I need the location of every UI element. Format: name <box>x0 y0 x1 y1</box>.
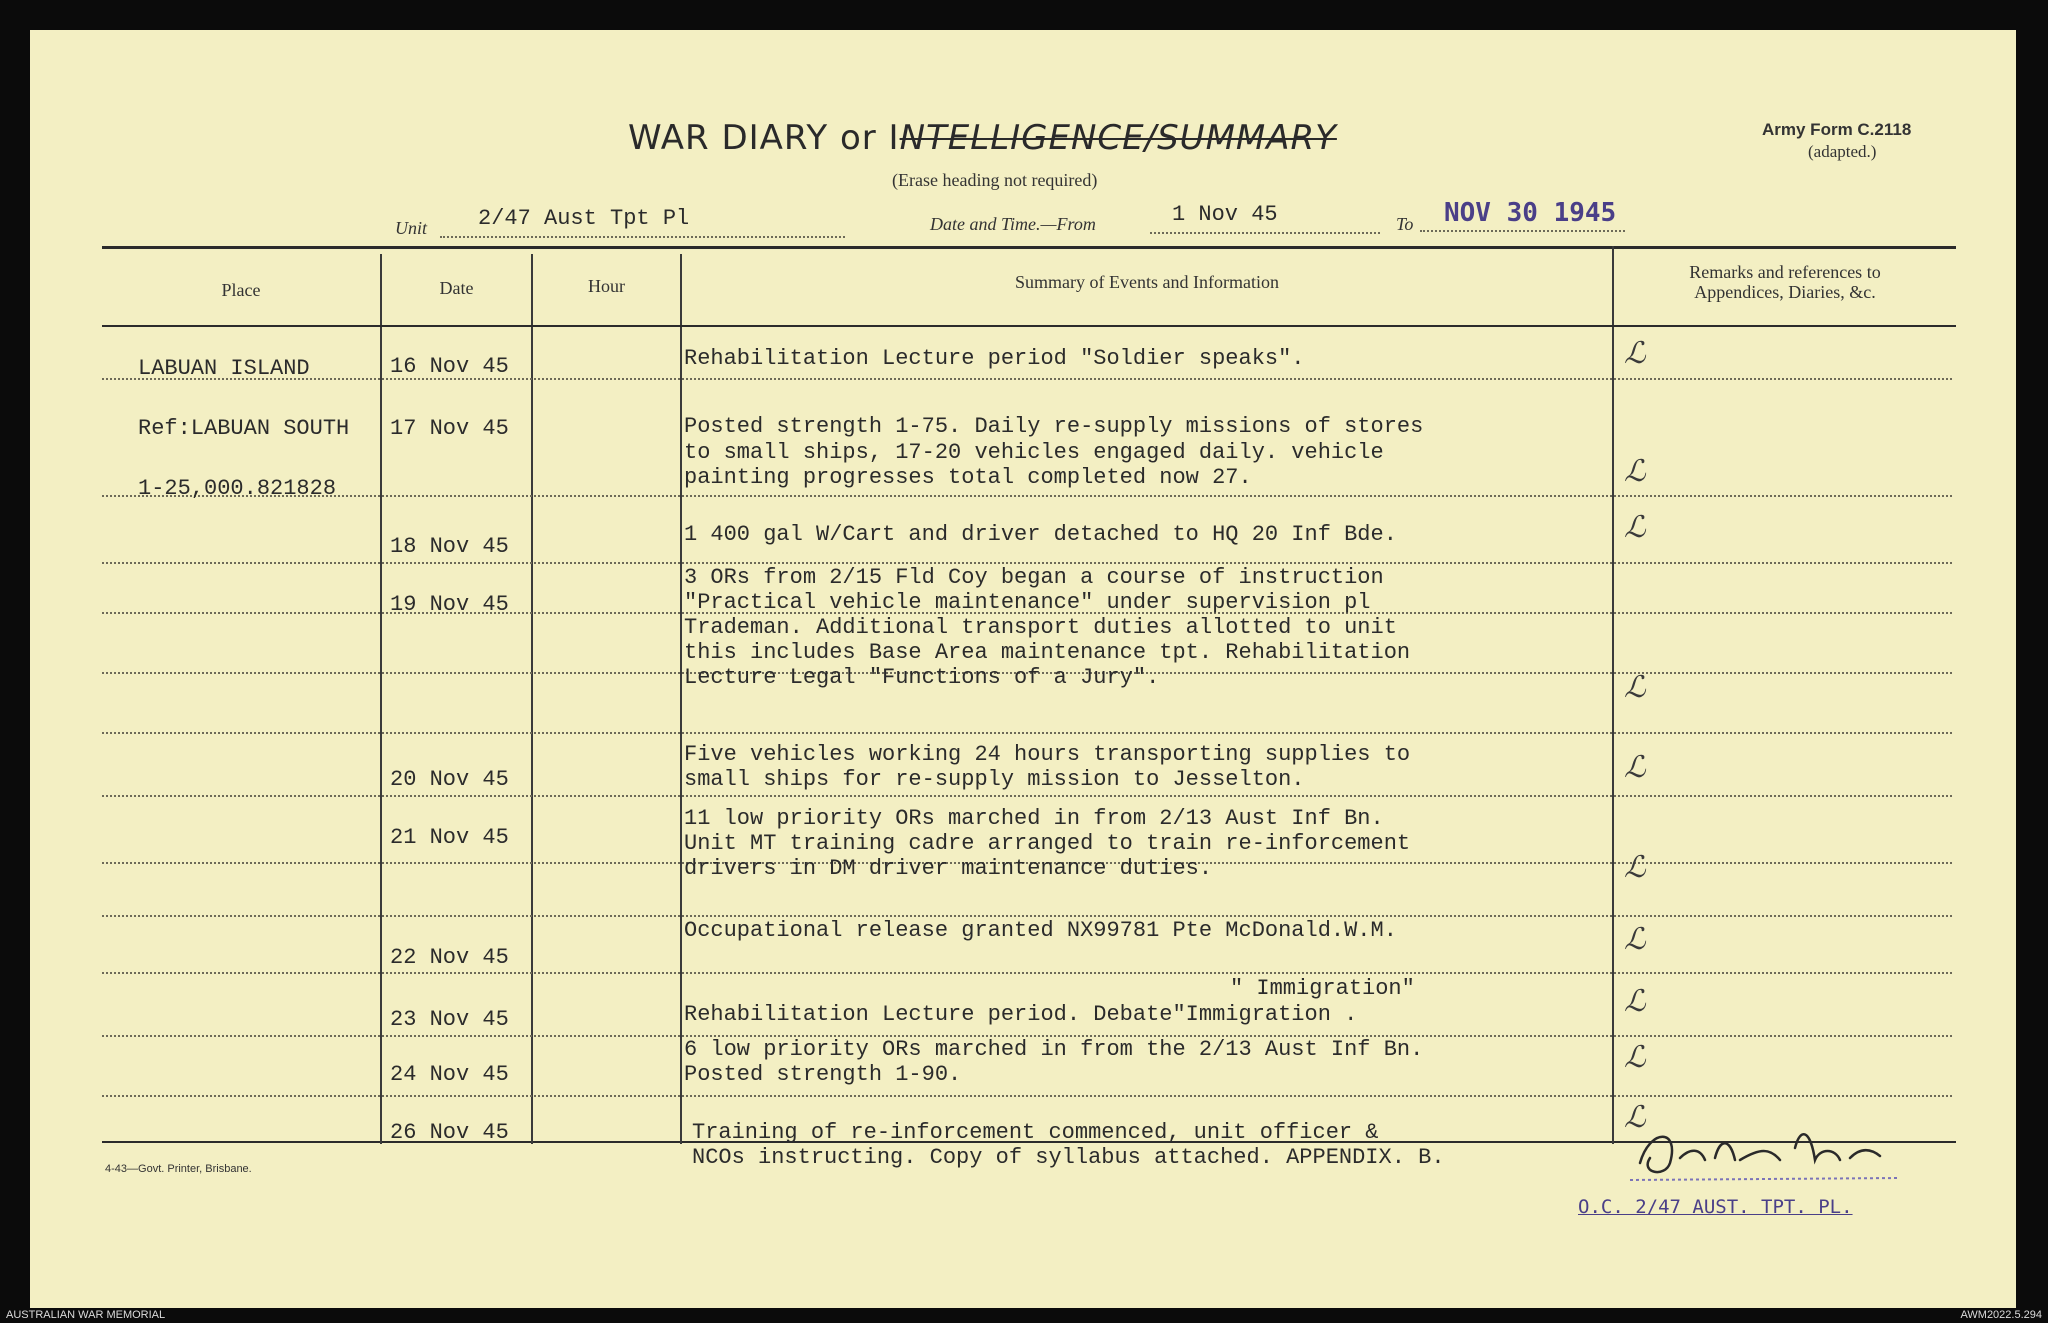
army-form-label: Army Form C.2118 <box>1762 120 1912 139</box>
col-divider-3 <box>680 254 682 1144</box>
col-divider-2 <box>531 254 533 1144</box>
summary-line: 11 low priority ORs marched in from 2/13 Aust Inf Bn. <box>684 806 1384 831</box>
unit-value: 2/47 Aust Tpt Pl <box>478 206 690 231</box>
summary-line: " Immigration" <box>1230 976 1415 1001</box>
initials-mark: ℒ <box>1624 1100 1646 1135</box>
initials-mark: ℒ <box>1624 750 1646 785</box>
summary-line: Lecture Legal "Functions of a Jury". <box>684 665 1160 690</box>
date-underline <box>1150 232 1380 234</box>
initials-mark: ℒ <box>1624 922 1646 957</box>
summary-line: 1 400 gal W/Cart and driver detached to HQ 20 Inf Bde. <box>684 522 1397 547</box>
place-entry: Ref:LABUAN SOUTH <box>138 416 350 441</box>
summary-line: Rehabilitation Lecture period. Debate"Immigration . <box>684 1002 1358 1027</box>
table-top-border <box>102 246 1956 249</box>
date-cell: 23 Nov 45 <box>390 1007 509 1032</box>
row-rule <box>102 378 1952 380</box>
summary-line: this includes Base Area maintenance tpt. Rehabilitation <box>684 640 1411 665</box>
row-rule <box>102 495 1952 497</box>
summary-line: NCOs instructing. Copy of syllabus attached. APPENDIX. B. <box>692 1145 1445 1170</box>
initials-mark: ℒ <box>1624 454 1646 489</box>
date-cell: 18 Nov 45 <box>390 534 509 559</box>
date-cell: 21 Nov 45 <box>390 825 509 850</box>
summary-line: Five vehicles working 24 hours transporting supplies to <box>684 742 1411 767</box>
date-cell: 16 Nov 45 <box>390 354 509 379</box>
row-rule <box>102 795 1952 797</box>
date-cell: 24 Nov 45 <box>390 1062 509 1087</box>
initials-mark: ℒ <box>1624 336 1646 371</box>
summary-line: Rehabilitation Lecture period "Soldier speaks". <box>684 346 1305 371</box>
col-divider-4 <box>1612 246 1614 1144</box>
date-to-stamp: NOV 30 1945 <box>1444 198 1617 228</box>
signature <box>1620 1118 1920 1188</box>
unit-underline <box>440 236 845 238</box>
initials-mark: ℒ <box>1624 984 1646 1019</box>
unit-label: Unit <box>395 218 428 238</box>
to-underline <box>1420 230 1625 232</box>
date-cell: 26 Nov 45 <box>390 1120 509 1145</box>
summary-line: Training of re-inforcement commenced, unit officer & <box>692 1120 1379 1145</box>
date-cell: 17 Nov 45 <box>390 416 509 441</box>
summary-line: 3 ORs from 2/15 Fld Coy began a course of instruction <box>684 565 1384 590</box>
header-hour: Hour <box>588 276 625 296</box>
summary-line: drivers in DM driver maintenance duties. <box>684 856 1213 881</box>
header-place: Place <box>221 280 261 300</box>
place-entry: 1-25,000.821828 <box>138 476 337 501</box>
summary-line: Unit MT training cadre arranged to train re-inforcement <box>684 831 1411 856</box>
summary-line: Trademan. Additional transport duties allotted to unit <box>684 615 1397 640</box>
summary-line: Posted strength 1-90. <box>684 1062 962 1087</box>
row-rule <box>102 562 1952 564</box>
initials-mark: ℒ <box>1624 850 1646 885</box>
initials-mark: ℒ <box>1624 1040 1646 1075</box>
oc-stamp: O.C. 2/47 AUST. TPT. PL. <box>1578 1196 1853 1218</box>
col-divider-1 <box>380 254 382 1144</box>
initials-mark: ℒ <box>1624 510 1646 545</box>
header-remarks-2: Appendices, Diaries, &c. <box>1694 282 1876 302</box>
title-struck: NTELLIGENCE/SUMMARY <box>899 118 1337 158</box>
header-bottom-border <box>102 325 1956 327</box>
summary-line: small ships for re-supply mission to Jesselton. <box>684 767 1305 792</box>
header-summary: Summary of Events and Information <box>1015 272 1279 292</box>
row-rule <box>102 732 1952 734</box>
footer-right: AWM2022.5.294 <box>1960 1309 2042 1321</box>
row-rule <box>102 972 1952 974</box>
initials-mark: ℒ <box>1624 670 1646 705</box>
title-main: WAR DIARY or I <box>628 118 900 158</box>
header-remarks-1: Remarks and references to <box>1689 262 1881 282</box>
date-cell: 22 Nov 45 <box>390 945 509 970</box>
summary-line: "Practical vehicle maintenance" under supervision pl <box>684 590 1371 615</box>
adapted-label: (adapted.) <box>1808 142 1877 161</box>
subtitle: (Erase heading not required) <box>892 170 1098 190</box>
to-label: To <box>1396 214 1414 234</box>
date-cell: 19 Nov 45 <box>390 592 509 617</box>
date-label: Date and Time.—From <box>930 214 1096 234</box>
place-entry: LABUAN ISLAND <box>138 356 310 381</box>
summary-line: to small ships, 17-20 vehicles engaged daily. vehicle <box>684 440 1384 465</box>
summary-line: 6 low priority ORs marched in from the 2/13 Aust Inf Bn. <box>684 1037 1424 1062</box>
row-rule <box>102 915 1952 917</box>
date-from: 1 Nov 45 <box>1172 202 1278 227</box>
summary-line: Posted strength 1-75. Daily re-supply missions of stores <box>684 414 1424 439</box>
printer-note: 4-43—Govt. Printer, Brisbane. <box>105 1163 252 1175</box>
page-title <box>628 118 1337 158</box>
summary-line: Occupational release granted NX99781 Pte McDonald.W.M. <box>684 918 1397 943</box>
header-date: Date <box>439 278 474 298</box>
date-cell: 20 Nov 45 <box>390 767 509 792</box>
row-rule <box>102 1095 1952 1097</box>
summary-line: painting progresses total completed now 27. <box>684 465 1252 490</box>
footer-left: AUSTRALIAN WAR MEMORIAL <box>6 1309 166 1321</box>
